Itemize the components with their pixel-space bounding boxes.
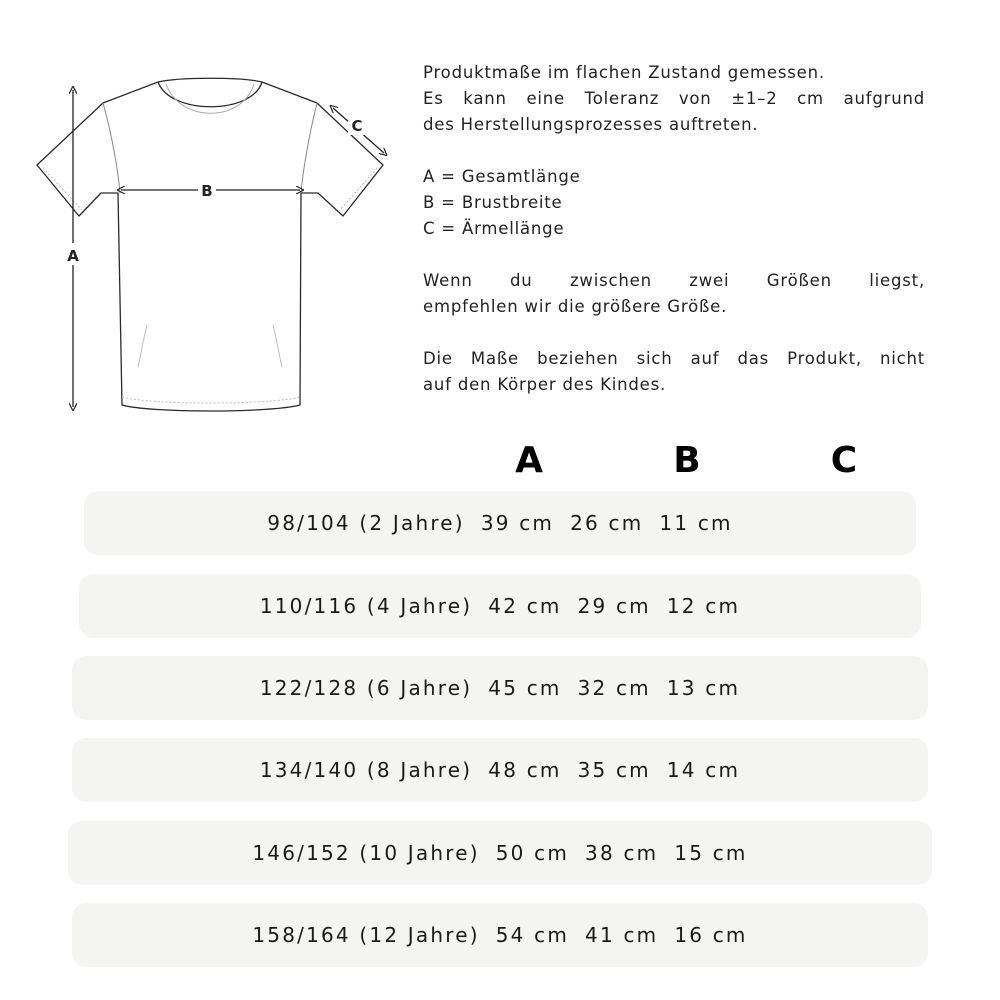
legend-c: C = Ärmellänge [423, 219, 565, 238]
measure-b-label: B [201, 182, 213, 200]
size-label: 146/152 (10 Jahre) [252, 841, 480, 865]
column-header-a: A [515, 440, 543, 481]
column-header-c: C [830, 440, 858, 481]
size-row [79, 574, 921, 638]
info-line: Wenn du zwischen zwei Größen liegst, [423, 271, 925, 290]
size-row [72, 656, 928, 720]
legend-b: B = Brustbreite [423, 193, 563, 212]
size-row [68, 821, 932, 885]
size-row [84, 491, 916, 555]
value-a: 48 cm [488, 758, 562, 782]
size-label: 134/140 (8 Jahre) [259, 758, 473, 782]
value-a: 50 cm [495, 841, 570, 865]
tolerance-paragraph [423, 60, 925, 138]
tshirt-measurement-diagram [30, 75, 390, 420]
size-advice-paragraph [423, 268, 925, 320]
size-label: 122/128 (6 Jahre) [259, 676, 473, 700]
info-line: auf den Körper des Kindes. [423, 375, 667, 394]
size-row [72, 903, 928, 967]
size-label: 110/116 (4 Jahre) [259, 594, 473, 618]
info-line: empfehlen wir die größere Größe. [423, 297, 728, 316]
value-a: 42 cm [488, 594, 562, 618]
product-note-paragraph [423, 346, 925, 398]
value-b: 35 cm [577, 758, 651, 782]
info-line: Es kann eine Toleranz von ±1–2 cm aufgrund [423, 89, 925, 108]
value-b: 32 cm [577, 676, 651, 700]
measure-c-label: C [351, 117, 363, 135]
value-c: 16 cm [674, 923, 748, 947]
value-b: 38 cm [585, 841, 659, 865]
info-line: des Herstellungsprozesses auftreten. [423, 115, 759, 134]
value-b: 29 cm [577, 594, 651, 618]
value-b: 26 cm [570, 511, 644, 535]
value-c: 14 cm [666, 758, 741, 782]
value-c: 11 cm [659, 511, 733, 535]
value-c: 13 cm [666, 676, 741, 700]
size-label: 98/104 (2 Jahre) [267, 511, 465, 535]
value-c: 12 cm [666, 594, 741, 618]
size-label: 158/164 (12 Jahre) [252, 923, 480, 947]
value-c: 15 cm [674, 841, 748, 865]
value-a: 45 cm [488, 676, 562, 700]
tshirt-outline [37, 78, 383, 411]
column-header-b: B [673, 440, 701, 481]
size-row [72, 738, 928, 802]
value-a: 54 cm [495, 923, 570, 947]
measurement-info [423, 60, 925, 424]
value-a: 39 cm [480, 511, 555, 535]
measure-a-label: A [67, 247, 79, 265]
info-line: Produktmaße im flachen Zustand gemessen. [423, 63, 825, 82]
info-line: Die Maße beziehen sich auf das Produkt, nicht [423, 349, 925, 368]
legend-a: A = Gesamtlänge [423, 167, 581, 186]
value-b: 41 cm [585, 923, 659, 947]
legend [423, 164, 925, 242]
